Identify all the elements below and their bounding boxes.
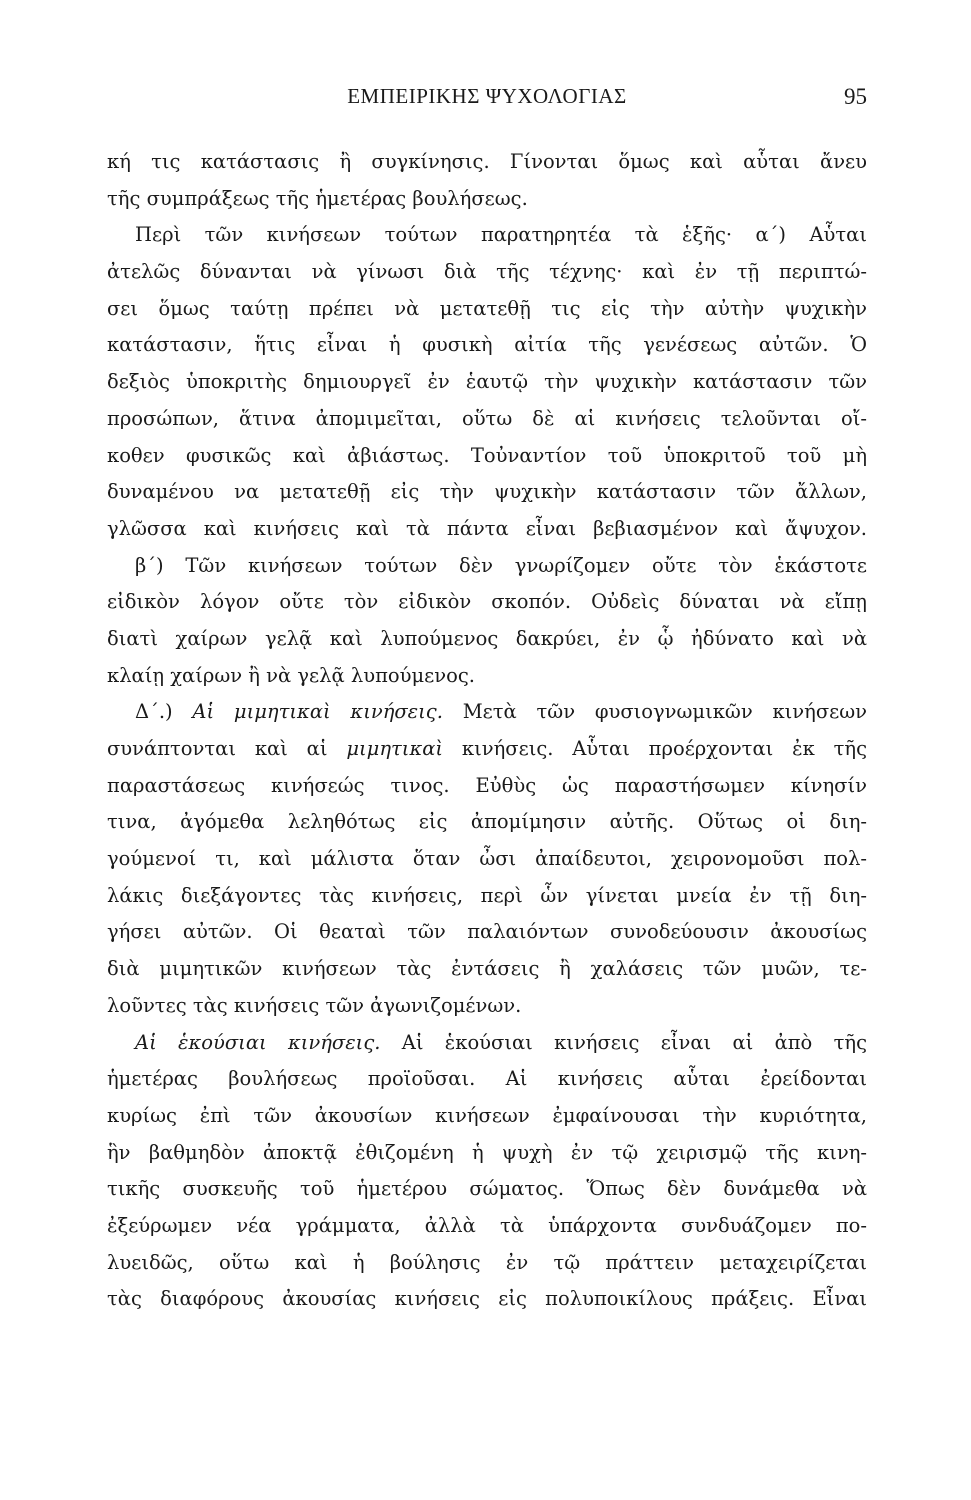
text-line: κυρίως ἐπὶ τῶν ἀκουσίων κινήσεων ἐμφαίνουσαι τὴν κυριότητα,	[107, 1103, 867, 1127]
running-title: ΕΜΠΕΙΡΙΚΗΣ ΨΥΧΟΛΟΓΙΑΣ	[347, 84, 627, 108]
page-number: 95	[844, 84, 867, 109]
text-line: ἣν βαθμηδὸν ἀποκτᾷ ἐθιζομένη ἡ ψυχὴ ἐν τῷ χειρισμῷ τῆς κινη-	[107, 1140, 867, 1164]
text-line: κοθεν φυσικῶς καὶ ἀβιάστως. Τοὐναντίον τοῦ ὑποκριτοῦ τοῦ μὴ	[107, 443, 867, 467]
section-heading-line	[107, 694, 867, 731]
text-span: Μετὰ τῶν φυσιογνωμικῶν κινήσεων	[462, 700, 868, 724]
emphasis-span: μιμητικαὶ	[346, 737, 444, 760]
text-line: προσώπων, ἅτινα ἀπομιμεῖται, οὕτω δὲ αἱ κινήσεις τελοῦνται οἴ-	[107, 406, 867, 430]
text-line: τικῆς συσκευῆς τοῦ ἡμετέρου σώματος. Ὅπως δὲν δυνάμεθα νὰ	[107, 1177, 867, 1201]
text-line: εἰδικὸν λόγον οὔτε τὸν εἰδικὸν σκοπόν. Οὐδεὶς δύναται νὰ εἴπῃ	[107, 590, 867, 614]
text-line: ἡμετέρας βουλήσεως προϊοῦσαι. Αἱ κινήσεις αὗται ἐρείδονται	[107, 1067, 867, 1091]
text-line: δεξιὸς ὑποκριτὴς δημιουργεῖ ἐν ἑαυτῷ τὴν ψυχικὴν κατάστασιν τῶν	[107, 370, 867, 394]
page-header	[107, 84, 867, 118]
text-span: Αἱ ἑκούσιαι κινήσεις εἶναι αἱ ἀπὸ τῆς	[401, 1030, 867, 1054]
text-span: κινήσεις. Αὗται προέρχονται ἐκ τῆς	[461, 737, 867, 760]
text-line: τινα, ἀγόμεθα λεληθότως εἰς ἀπομίμησιν αὐτῆς. Οὕτως οἱ διη-	[107, 810, 867, 834]
text-line	[107, 731, 867, 768]
text-line: γούμενοί τι, καὶ μάλιστα ὅταν ὦσι ἀπαίδευτοι, χειρονομοῦσι πολ-	[107, 847, 867, 871]
text-line: γήσει αὐτῶν. Οἱ θεαταὶ τῶν παλαιόντων συνοδεύουσιν ἀκουσίως	[107, 920, 867, 944]
page-body	[107, 144, 867, 1318]
text-line: κλαίῃ χαίρων ἢ νὰ γελᾷ λυπούμενος.	[107, 663, 475, 687]
section-title: Αἱ ἑκούσιαι κινήσεις.	[135, 1030, 381, 1054]
text-line: λοῦντες τὰς κινήσεις τῶν ἀγωνιζομένων.	[107, 993, 522, 1017]
text-line: δυναμένου να μετατεθῇ εἰς τὴν ψυχικὴν κατάστασιν τῶν ἄλλων,	[107, 480, 867, 504]
text-line: ἐξεύρωμεν νέα γράμματα, ἀλλὰ τὰ ὑπάρχοντα συνδυάζομεν πο-	[107, 1213, 867, 1237]
text-line: γλῶσσα καὶ κινήσεις καὶ τὰ πάντα εἶναι βεβιασμένον καὶ ἄψυχον.	[107, 516, 867, 540]
text-line: ἀτελῶς δύνανται νὰ γίνωσι διὰ τῆς τέχνης· καὶ ἐν τῇ περιπτώ-	[107, 260, 867, 284]
text-line: λάκις διεξάγοντες τὰς κινήσεις, περὶ ὧν γίνεται μνεία ἐν τῇ διη-	[107, 883, 867, 907]
text-line: διατὶ χαίρων γελᾷ καὶ λυπούμενος δακρύει, ἐν ᾧ ἠδύνατο καὶ νὰ	[107, 626, 867, 650]
text-line: κατάστασιν, ἥτις εἶναι ἡ φυσικὴ αἰτία τῆς γενέσεως αὐτῶν. Ὁ	[107, 333, 867, 357]
text-line: διὰ μιμητικῶν κινήσεων τὰς ἐντάσεις ἢ χαλάσεις τῶν μυῶν, τε-	[107, 957, 867, 981]
text-line: σει ὅμως ταύτῃ πρέπει νὰ μετατεθῇ τις εἰς τὴν αὐτὴν ψυχικὴν	[107, 296, 867, 320]
text-line: Περὶ τῶν κινήσεων τούτων παρατηρητέα τὰ ἑξῆς· α΄) Αὗται	[135, 223, 867, 247]
text-line: β΄) Τῶν κινήσεων τούτων δὲν γνωρίζομεν οὔτε τὸν ἑκάστοτε	[135, 553, 867, 577]
text-line: λυειδῶς, οὕτω καὶ ἡ βούλησις ἐν τῷ πράττειν μεταχειρίζεται	[107, 1250, 867, 1274]
text-span: συνάπτονται καὶ αἱ	[107, 737, 328, 760]
text-line: κή τις κατάστασις ἢ συγκίνησις. Γίνονται ὅμως καὶ αὗται ἄνευ	[107, 150, 867, 173]
text-line: παραστάσεως κινήσεώς τινος. Εὐθὺς ὡς παραστήσωμεν κίνησίν	[107, 773, 867, 797]
section-title: Αἱ μιμητικαὶ κινήσεις.	[192, 700, 443, 724]
text-line: τὰς διαφόρους ἀκουσίας κινήσεις εἰς πολυποικίλους πράξεις. Εἶναι	[107, 1287, 867, 1311]
section-number: Δ΄.)	[135, 700, 173, 724]
section-heading-line	[107, 1025, 867, 1062]
text-line: τῆς συμπράξεως τῆς ἡμετέρας βουλήσεως.	[107, 186, 528, 210]
